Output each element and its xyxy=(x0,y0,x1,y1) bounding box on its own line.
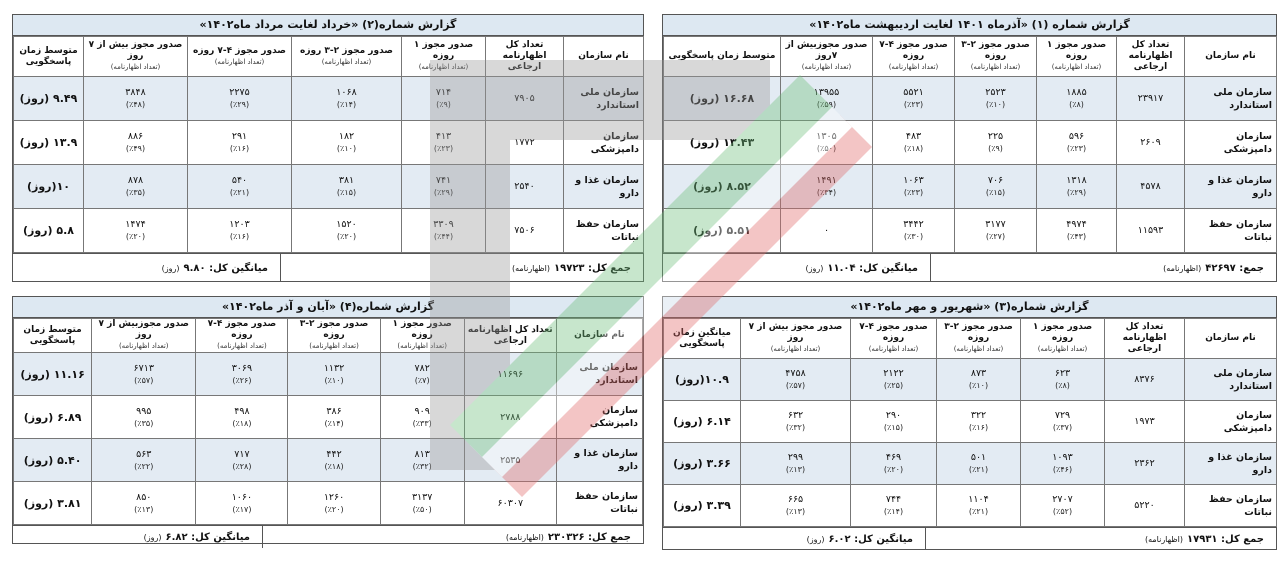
header-c4: صدور مجوزبیش از ۷روز (تعداد اظهارنامه) xyxy=(781,37,873,77)
avg-cell: (روز) ۹.۴۹ xyxy=(14,77,84,121)
total-sum: جمع: ۴۲۶۹۷ (اظهارنامه) xyxy=(930,254,1276,282)
org-name: سازمان حفظ نباتات xyxy=(1185,485,1277,527)
org-name: سازمان حفظ نباتات xyxy=(1185,209,1277,253)
table-row xyxy=(14,121,644,165)
table-row xyxy=(14,396,643,439)
total-cell: ۵۲۲۰ xyxy=(1105,485,1185,527)
org-name: سازمان دامپزشکی xyxy=(556,396,642,439)
c4-cell: ۳۸۴۸ (٪۴۸) xyxy=(84,77,188,121)
avg-cell: (روز)۱۰ xyxy=(14,165,84,209)
org-name: سازمان ملی استاندارد xyxy=(556,353,642,396)
c3-cell: ۱۲۰۳ (٪۱۶) xyxy=(188,209,292,253)
c2-cell: ۱۱۳۲ (٪۱۰) xyxy=(288,353,380,396)
c2-cell: ۱۲۶۰ (٪۲۰) xyxy=(288,482,380,525)
table-row xyxy=(14,353,643,396)
total-cell: ۲۵۴۰ xyxy=(486,165,564,209)
org-name: سازمان غذا و دارو xyxy=(556,439,642,482)
c3-cell: ۳۴۴۲ (٪۳۰) xyxy=(873,209,955,253)
c1-cell: ۷۲۹ (٪۳۷) xyxy=(1021,401,1105,443)
org-name: سازمان غذا و دارو xyxy=(1185,165,1277,209)
header-c2: صدور مجوز ۲-۳ روزه (تعداد اظهارنامه) xyxy=(292,37,402,77)
table-row xyxy=(664,485,1277,527)
report-1 xyxy=(662,14,1277,282)
header-c3: صدور مجوز ۴-۷ روزه (تعداد اظهارنامه) xyxy=(188,37,292,77)
c2-cell: ۳۱۷۷ (٪۲۷) xyxy=(955,209,1037,253)
report-2 xyxy=(12,14,644,282)
table-row xyxy=(664,359,1277,401)
avg-cell: (روز) ۱۶.۶۸ xyxy=(664,77,781,121)
org-name: سازمان حفظ نباتات xyxy=(564,209,644,253)
c4-cell: ۰ xyxy=(781,209,873,253)
report-table xyxy=(663,36,1277,253)
report-title: گزارش شماره(۴) «آبان و آذر ماه۱۴۰۲» xyxy=(13,297,643,318)
c3-cell: ۲۱۲۲ (٪۲۵) xyxy=(851,359,937,401)
total-cell: ۲۳۶۲ xyxy=(1105,443,1185,485)
table-row xyxy=(14,165,644,209)
report-footer xyxy=(13,525,643,548)
c1-cell: ۳۱۳۷ (٪۵۰) xyxy=(380,482,464,525)
header-avg: میانگین زمان پاسخگویی xyxy=(664,319,741,359)
org-name: سازمان ملی استاندارد xyxy=(1185,359,1277,401)
org-name: سازمان ملی استاندارد xyxy=(1185,77,1277,121)
c4-cell: ۱۴۷۴ (٪۲۰) xyxy=(84,209,188,253)
avg-cell: (روز) ۱۳.۴۳ xyxy=(664,121,781,165)
report-4 xyxy=(12,296,644,544)
c2-cell: ۳۸۱ (٪۱۵) xyxy=(292,165,402,209)
report-3 xyxy=(662,296,1277,550)
total-cell: ۴۵۷۸ xyxy=(1117,165,1185,209)
table-row xyxy=(14,209,644,253)
c1-cell: ۹۰۹ (٪۳۳) xyxy=(380,396,464,439)
header-c1: صدور مجوز ۱ روزه (تعداد اظهارنامه) xyxy=(380,319,464,353)
header-c2: صدور مجوز ۲-۳ روزه (تعداد اظهارنامه) xyxy=(955,37,1037,77)
c1-cell: ۷۸۲ (٪۷) xyxy=(380,353,464,396)
header-total: تعداد کل اظهارنامه ارجاعی xyxy=(1105,319,1185,359)
c2-cell: ۱۰۶۸ (٪۱۴) xyxy=(292,77,402,121)
c2-cell: ۵۰۱ (٪۲۱) xyxy=(937,443,1021,485)
header-c1: صدور مجوز ۱ روزه (تعداد اظهارنامه) xyxy=(1037,37,1117,77)
report-footer xyxy=(663,253,1276,282)
header-avg: متوسط زمان پاسخگویی xyxy=(664,37,781,77)
c4-cell: ۸۸۶ (٪۴۹) xyxy=(84,121,188,165)
org-name: سازمان حفظ نباتات xyxy=(556,482,642,525)
c1-cell: ۱۳۱۸ (٪۲۹) xyxy=(1037,165,1117,209)
c3-cell: ۴۶۹ (٪۲۰) xyxy=(851,443,937,485)
c3-cell: ۲۹۱ (٪۱۶) xyxy=(188,121,292,165)
c1-cell: ۷۴۱ (٪۲۹) xyxy=(402,165,486,209)
c4-cell: ۶۷۱۳ (٪۵۷) xyxy=(92,353,196,396)
table-row xyxy=(14,482,643,525)
total-cell: ۶۰۳۰۷ xyxy=(464,482,556,525)
total-cell: ۱۱۶۹۶ xyxy=(464,353,556,396)
c1-cell: ۱۸۸۵ (٪۸) xyxy=(1037,77,1117,121)
c2-cell: ۱۸۲ (٪۱۰) xyxy=(292,121,402,165)
total-cell: ۱۹۷۳ xyxy=(1105,401,1185,443)
report-table xyxy=(663,318,1277,527)
c4-cell: ۵۶۳ (٪۲۲) xyxy=(92,439,196,482)
avg-cell: (روز) ۳.۳۹ xyxy=(664,485,741,527)
total-cell: ۲۵۳۵ xyxy=(464,439,556,482)
header-c1: صدور مجوز ۱ روزه (تعداد اظهارنامه) xyxy=(1021,319,1105,359)
total-cell: ۸۳۷۶ xyxy=(1105,359,1185,401)
header-c3: صدور مجوز ۴-۷ روزه (تعداد اظهارنامه) xyxy=(196,319,288,353)
table-row xyxy=(664,121,1277,165)
c3-cell: ۵۵۲۱ (٪۲۳) xyxy=(873,77,955,121)
c3-cell: ۳۰۶۹ (٪۲۶) xyxy=(196,353,288,396)
header-c3: صدور مجوز ۴-۷ روزه (تعداد اظهارنامه) xyxy=(851,319,937,359)
org-name: سازمان دامپزشکی xyxy=(564,121,644,165)
c2-cell: ۳۲۲ (٪۱۶) xyxy=(937,401,1021,443)
total-average: میانگین کل: ۶.۸۲ (روز) xyxy=(143,531,250,543)
table-row xyxy=(664,165,1277,209)
c3-cell: ۷۱۷ (٪۲۸) xyxy=(196,439,288,482)
c1-cell: ۲۷۰۷ (٪۵۲) xyxy=(1021,485,1105,527)
header-c4: صدور مجوزبیش از ۷ روز (تعداد اظهارنامه) xyxy=(92,319,196,353)
total-cell: ۲۳۹۱۷ xyxy=(1117,77,1185,121)
header-avg: متوسط زمان پاسخگویی xyxy=(14,319,92,353)
table-row xyxy=(14,77,644,121)
c2-cell: ۸۷۳ (٪۱۰) xyxy=(937,359,1021,401)
report-title: گزارش شماره(۲) «خرداد لغایت مرداد ماه۱۴۰۲» xyxy=(13,15,643,36)
c1-cell: ۳۳۰۹ (٪۴۴) xyxy=(402,209,486,253)
c2-cell: ۷۰۶ (٪۱۵) xyxy=(955,165,1037,209)
header-c1: صدور مجوز ۱ روزه (تعداد اظهارنامه) xyxy=(402,37,486,77)
avg-cell: (روز) ۳.۶۶ xyxy=(664,443,741,485)
header-org: نام سازمان xyxy=(556,319,642,353)
report-footer xyxy=(13,253,643,282)
c4-cell: ۱۳۹۵۵ (٪۵۹) xyxy=(781,77,873,121)
c1-cell: ۴۱۳ (٪۲۳) xyxy=(402,121,486,165)
header-org: نام سازمان xyxy=(564,37,644,77)
org-name: سازمان غذا و دارو xyxy=(564,165,644,209)
report-title: گزارش شماره (۱) «آذرماه ۱۴۰۱ لغایت اردیبهشت ماه۱۴۰۲» xyxy=(663,15,1276,36)
c4-cell: ۸۵۰ (٪۱۳) xyxy=(92,482,196,525)
org-name: سازمان دامپزشکی xyxy=(1185,121,1277,165)
total-sum: جمع کل: ۱۷۹۳۱ (اظهارنامه) xyxy=(925,528,1276,550)
avg-cell: (روز) ۳.۸۱ xyxy=(14,482,92,525)
total-cell: ۲۶۰۹ xyxy=(1117,121,1185,165)
c3-cell: ۴۹۸ (٪۱۸) xyxy=(196,396,288,439)
header-c2: صدور مجوز ۲-۳ روزه (تعداد اظهارنامه) xyxy=(937,319,1021,359)
c4-cell: ۸۷۸ (٪۳۵) xyxy=(84,165,188,209)
avg-cell: (روز) ۶.۸۹ xyxy=(14,396,92,439)
total-average: میانگین کل: ۱۱.۰۴ (روز) xyxy=(805,262,918,274)
header-c4: صدور مجوز بیش از ۷ روز (تعداد اظهارنامه) xyxy=(84,37,188,77)
header-c2: صدور مجوز ۲-۳ روزه (تعداد اظهارنامه) xyxy=(288,319,380,353)
c4-cell: ۲۹۹ (٪۱۳) xyxy=(741,443,851,485)
total-average: میانگین کل: ۹.۸۰ (روز) xyxy=(161,262,268,274)
c2-cell: ۱۱۰۴ (٪۲۱) xyxy=(937,485,1021,527)
table-row xyxy=(664,209,1277,253)
header-org: نام سازمان xyxy=(1185,319,1277,359)
c2-cell: ۲۲۵ (٪۹) xyxy=(955,121,1037,165)
org-name: سازمان غذا و دارو xyxy=(1185,443,1277,485)
avg-cell: (روز) ۵.۴۰ xyxy=(14,439,92,482)
header-total: تعداد کل اظهارنامه ارجاعی xyxy=(486,37,564,77)
c3-cell: ۱۰۶۳ (٪۲۳) xyxy=(873,165,955,209)
avg-cell: (روز) ۵.۸ xyxy=(14,209,84,253)
c3-cell: ۲۹۰ (٪۱۵) xyxy=(851,401,937,443)
c1-cell: ۴۹۷۴ (٪۴۳) xyxy=(1037,209,1117,253)
header-avg: متوسط زمان پاسخگویی xyxy=(14,37,84,77)
table-row xyxy=(664,443,1277,485)
c4-cell: ۹۹۵ (٪۳۵) xyxy=(92,396,196,439)
header-total: تعداد کل اظهارنامه ارجاعی xyxy=(1117,37,1185,77)
c4-cell: ۱۳۰۵ (٪۵۰) xyxy=(781,121,873,165)
report-title: گزارش شماره(۳) «شهریور و مهر ماه۱۴۰۲» xyxy=(663,297,1276,318)
org-name: سازمان ملی استاندارد xyxy=(564,77,644,121)
avg-cell: (روز) ۸.۵۲ xyxy=(664,165,781,209)
report-table xyxy=(13,36,644,253)
c4-cell: ۶۳۲ (٪۳۲) xyxy=(741,401,851,443)
c3-cell: ۷۴۴ (٪۱۴) xyxy=(851,485,937,527)
avg-cell: (روز)۱۰.۹ xyxy=(664,359,741,401)
c3-cell: ۴۸۳ (٪۱۸) xyxy=(873,121,955,165)
avg-cell: (روز) ۱۱.۱۶ xyxy=(14,353,92,396)
avg-cell: (روز) ۶.۱۴ xyxy=(664,401,741,443)
table-row xyxy=(14,439,643,482)
total-sum: جمع کل: ۲۳۰۳۲۶ (اظهارنامه) xyxy=(262,526,643,548)
c3-cell: ۲۲۷۵ (٪۲۹) xyxy=(188,77,292,121)
header-total: تعداد کل اظهارنامه ارجاعی xyxy=(464,319,556,353)
c3-cell: ۱۰۶۰ (٪۱۷) xyxy=(196,482,288,525)
c1-cell: ۸۱۳ (٪۳۲) xyxy=(380,439,464,482)
c2-cell: ۱۵۲۰ (٪۲۰) xyxy=(292,209,402,253)
table-row xyxy=(664,401,1277,443)
total-cell: ۷۵۰۶ xyxy=(486,209,564,253)
c1-cell: ۱۰۹۳ (٪۴۶) xyxy=(1021,443,1105,485)
report-table xyxy=(13,318,643,525)
c2-cell: ۲۵۲۳ (٪۱۰) xyxy=(955,77,1037,121)
report-footer xyxy=(663,527,1276,550)
c1-cell: ۶۲۳ (٪۸) xyxy=(1021,359,1105,401)
c2-cell: ۳۸۶ (٪۱۴) xyxy=(288,396,380,439)
total-cell: ۷۹۰۵ xyxy=(486,77,564,121)
c1-cell: ۵۹۶ (٪۲۳) xyxy=(1037,121,1117,165)
table-row xyxy=(664,77,1277,121)
header-org: نام سازمان xyxy=(1185,37,1277,77)
c4-cell: ۱۴۹۱ (٪۳۴) xyxy=(781,165,873,209)
c2-cell: ۴۴۲ (٪۱۸) xyxy=(288,439,380,482)
total-cell: ۱۷۷۲ xyxy=(486,121,564,165)
avg-cell: (روز) ۵.۵۱ xyxy=(664,209,781,253)
c1-cell: ۷۱۴ (٪۹) xyxy=(402,77,486,121)
header-c3: صدور مجوز ۴-۷ روزه (تعداد اظهارنامه) xyxy=(873,37,955,77)
c4-cell: ۶۶۵ (٪۱۳) xyxy=(741,485,851,527)
total-cell: ۱۱۵۹۳ xyxy=(1117,209,1185,253)
total-sum: جمع کل: ۱۹۷۲۳ (اظهارنامه) xyxy=(280,254,643,282)
c3-cell: ۵۴۰ (٪۲۱) xyxy=(188,165,292,209)
total-cell: ۲۷۸۸ xyxy=(464,396,556,439)
avg-cell: (روز) ۱۳.۹ xyxy=(14,121,84,165)
total-average: میانگین کل: ۶.۰۲ (روز) xyxy=(806,533,913,545)
org-name: سازمان دامپزشکی xyxy=(1185,401,1277,443)
c4-cell: ۴۷۵۸ (٪۵۷) xyxy=(741,359,851,401)
header-c4: صدور مجوز بیش از ۷ روز (تعداد اظهارنامه) xyxy=(741,319,851,359)
